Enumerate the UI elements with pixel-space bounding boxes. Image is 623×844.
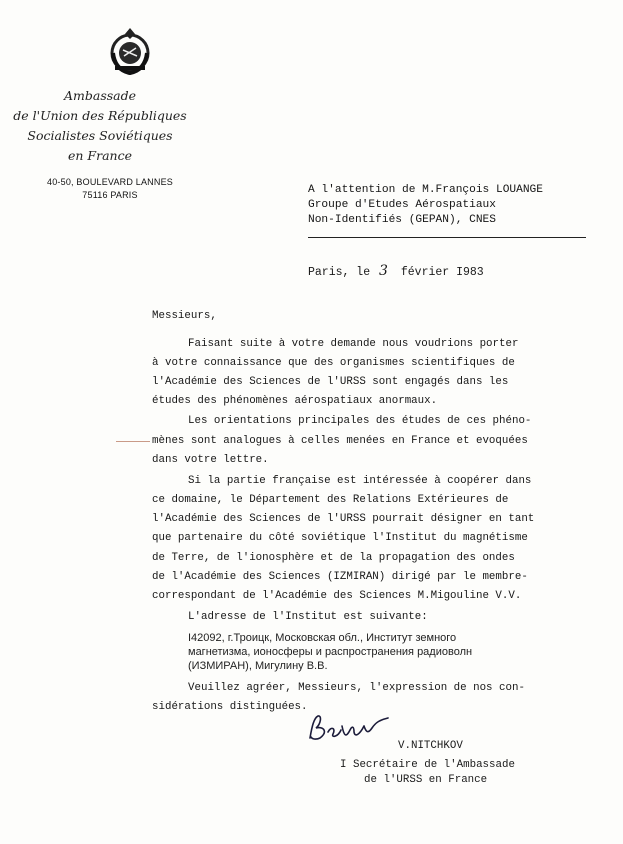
russian-address-line: магнетизма, ионосферы и распространения радиоволн	[188, 646, 473, 658]
body-line: Faisant suite à votre demande nous voudrions porter	[188, 338, 519, 350]
signatory-title: de l'URSS en France	[364, 774, 488, 786]
body-line: ce domaine, le Département des Relations Extérieures de	[152, 494, 509, 506]
divider-rule	[308, 237, 586, 238]
date-day-handwritten: 3	[379, 263, 388, 279]
russian-address-line: (ИЗМИРАН), Мигулину В.В.	[188, 660, 328, 672]
signatory-name: V.NITCHKOV	[398, 740, 463, 752]
body-line: L'adresse de l'Institut est suivante:	[188, 611, 428, 623]
body-line: correspondant de l'Académie des Sciences M.Migouline V.V.	[152, 590, 522, 602]
body-line: de Terre, de l'ionosphère et de la propagation des ondes	[152, 552, 515, 564]
recipient-line: Non-Identifiés (GEPAN), CNES	[308, 214, 496, 226]
embassy-name-line: Ambassade	[63, 88, 136, 103]
embassy-name-line: en France	[68, 148, 132, 163]
body-line: à votre connaissance que des organismes scientifiques de	[152, 357, 515, 369]
margin-mark	[116, 441, 150, 442]
handwritten-signature	[306, 712, 396, 746]
body-line: de l'Académie des Sciences (IZMIRAN) dirigé par le membre-	[152, 571, 528, 583]
body-line: dans votre lettre.	[152, 454, 269, 466]
letter-date	[308, 263, 484, 279]
body-line: l'Académie des Sciences de l'URSS pourrait désigner en tant	[152, 513, 535, 525]
date-prefix: Paris, le	[308, 266, 371, 279]
date-suffix: février I983	[400, 266, 484, 279]
recipient-line: A l'attention de M.François LOUANGE	[308, 184, 543, 196]
russian-address-line: I42092, г.Троицк, Московская обл., Институт земного	[188, 632, 457, 644]
salutation: Messieurs,	[152, 310, 217, 322]
body-line: que partenaire du côté soviétique l'Institut du magnétisme	[152, 532, 528, 544]
embassy-name-line: de l'Union des Républiques	[13, 108, 187, 123]
state-emblem-icon	[107, 26, 153, 76]
body-line: Si la partie française est intéressée à coopérer dans	[188, 475, 532, 487]
body-line: l'Académie des Sciences de l'URSS sont engagés dans les	[152, 376, 509, 388]
body-line: mènes sont analogues à celles menées en France et evoquées	[152, 435, 528, 447]
closing-line: Veuillez agréer, Messieurs, l'expression de nos con-	[188, 682, 525, 694]
body-line: Les orientations principales des études de ces phéno-	[188, 415, 532, 427]
closing-line: sidérations distinguées.	[152, 701, 308, 713]
embassy-name-line: Socialistes Soviétiques	[27, 128, 173, 143]
signatory-title: I Secrétaire de l'Ambassade	[340, 759, 515, 771]
body-line: études des phénomènes aérospatiaux anormaux.	[152, 395, 438, 407]
embassy-address-line: 40-50, BOULEVARD LANNES	[47, 177, 173, 187]
embassy-address-line: 75116 PARIS	[82, 190, 138, 200]
recipient-line: Groupe d'Etudes Aérospatiaux	[308, 199, 496, 211]
